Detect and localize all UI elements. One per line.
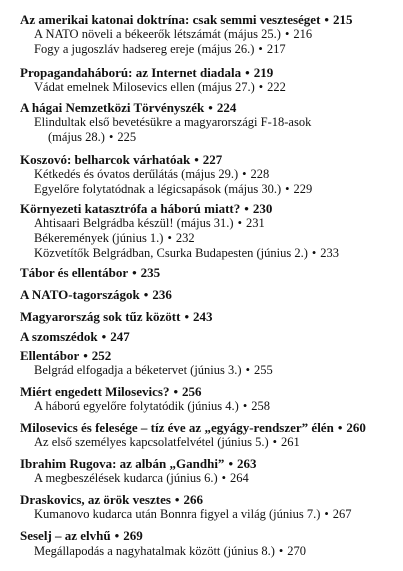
toc-entry [20,329,130,344]
toc-entry [20,265,160,280]
page-number: 266 [183,492,203,507]
entry-title: A hágai Nemzetközi Törvényszék [20,100,205,115]
bullet-separator: • [143,287,149,302]
entry-title: Fogy a jugoszláv hadsereg ereje (május 26.) [34,42,255,56]
page-number: 225 [117,130,137,144]
entry-title: Tábor és ellentábor [20,265,129,280]
entry-title: A NATO növeli a békeerők létszámát (május 25.) [34,27,281,41]
toc-entry [20,287,172,302]
toc-entry [20,456,257,471]
toc-subentry [34,246,339,261]
entry-title: Egyelőre folytatódnak a légicsapások (május 30.) [34,182,282,196]
entry-title: Az amerikai katonai doktrína: csak semmi veszteséget [20,12,321,27]
bullet-separator: • [237,216,242,230]
entry-title: Ahtisaari Belgrádba készül! (május 31.) [34,216,234,230]
page-number: 255 [253,363,273,377]
entry-title: (május 28.) [48,130,105,144]
bullet-separator: • [108,130,114,144]
bullet-separator: • [132,265,137,280]
page-number: 236 [152,287,172,302]
entry-title: Békeremények (június 1.) [34,231,164,245]
page-number: 267 [332,507,352,521]
bullet-separator: • [114,528,120,543]
bullet-separator: • [258,80,264,94]
page-number: 228 [250,167,270,181]
page-number: 252 [91,348,112,363]
toc-entry [20,12,352,27]
page-number: 224 [216,100,237,115]
page-number: 243 [193,309,213,324]
toc-entry [20,100,236,115]
bullet-separator: • [278,544,284,558]
page-number: 256 [182,384,202,399]
page-number: 215 [332,12,353,27]
bullet-separator: • [258,42,263,56]
toc-entry [20,420,366,435]
page-number: 235 [140,265,161,280]
entry-title: Az első személyes kapcsolatfelvétel (június 5.) [34,435,269,449]
toc-subentry [34,27,312,42]
bullet-separator: • [245,363,250,377]
toc-subentry [34,115,311,130]
bullet-separator: • [242,167,247,181]
bullet-separator: • [167,231,172,245]
entry-title: Propagandaháború: az Internet diadala [20,65,242,80]
entry-title: Draskovics, az örök vesztes [20,492,171,507]
toc-entry [20,384,202,399]
entry-title: Kumanovo kudarca után Bonnra figyel a világ (június 7.) [34,507,321,521]
entry-title: Koszovó: belharcok várhatóak [20,152,191,167]
toc-subentry [34,507,352,522]
toc-subentry-continuation [48,130,136,145]
page-number: 270 [287,544,307,558]
entry-title: Ellentábor [20,348,80,363]
bullet-separator: • [285,182,290,196]
entry-title: Belgrád elfogadja a béketervet (június 3.) [34,363,242,377]
toc-subentry [34,231,195,246]
bullet-separator: • [311,246,317,260]
entry-title: Seselj – az elvhű [20,528,111,543]
page-number: 231 [245,216,265,230]
toc-entry [20,528,143,543]
entry-title: A szomszédok [20,329,98,344]
page-number: 264 [230,471,249,485]
entry-title: Környezeti katasztrófa a háború miatt? [20,201,241,216]
toc-entry [20,492,203,507]
page-number: 232 [175,231,195,245]
bullet-separator: • [208,100,213,115]
page-number: 219 [253,65,274,80]
entry-title: Vádat emelnek Milosevics ellen (május 27.) [34,80,255,94]
page-number: 269 [123,528,143,543]
entry-title: Kétkedés és óvatos derűlátás (május 29.) [34,167,239,181]
toc-subentry [34,216,265,231]
entry-title: Ibrahim Rugova: az albán „Gandhi” [20,456,225,471]
page-number: 247 [110,329,130,344]
bullet-separator: • [244,201,249,216]
bullet-separator: • [272,435,278,449]
toc-entry [20,65,273,80]
bullet-separator: • [284,27,290,41]
toc-entry [20,309,213,324]
toc-subentry [34,182,312,197]
bullet-separator: • [245,65,250,80]
entry-title: A megbeszélések kudarca (június 6.) [34,471,218,485]
toc-entry [20,152,222,167]
bullet-separator: • [324,507,329,521]
toc-subentry [34,80,286,95]
bullet-separator: • [83,348,88,363]
page-number: 222 [267,80,286,94]
bullet-separator: • [194,152,199,167]
toc-subentry [34,399,270,414]
bullet-separator: • [173,384,179,399]
toc-subentry [34,363,273,378]
bullet-separator: • [337,420,343,435]
entry-title: A háború egyelőre folytatódik (június 4.) [34,399,239,413]
toc-subentry [34,167,269,182]
entry-title: Miért engedett Milosevics? [20,384,170,399]
entry-title: A NATO-tagországok [20,287,140,302]
entry-title: Magyarország sok tűz között [20,309,181,324]
bullet-separator: • [101,329,107,344]
page-number: 217 [266,42,286,56]
page-number: 260 [346,420,366,435]
page-number: 261 [281,435,300,449]
page-number: 258 [251,399,270,413]
toc-subentry [34,471,249,486]
page-number: 230 [252,201,273,216]
toc-subentry [34,435,300,450]
page-number: 263 [237,456,257,471]
toc-subentry [34,544,306,559]
page-number: 227 [202,152,223,167]
bullet-separator: • [324,12,329,27]
entry-title: Közvetítők Belgrádban, Csurka Budapesten (június 2.) [34,246,308,260]
entry-title: Milosevics és felesége – tíz éve az „egyágy-rendszer” élén [20,420,334,435]
entry-title: Elindultak első bevetésükre a magyarországi F-18-asok [34,115,312,129]
toc-subentry [34,42,286,57]
page-number: 229 [293,182,313,196]
page-number: 216 [293,27,313,41]
bullet-separator: • [184,309,189,324]
bullet-separator: • [221,471,227,485]
bullet-separator: • [174,492,180,507]
bullet-separator: • [242,399,248,413]
toc-entry [20,348,111,363]
bullet-separator: • [228,456,233,471]
toc-entry [20,201,272,216]
page-number: 233 [320,246,340,260]
entry-title: Megállapodás a nagyhatalmak között (június 8.) [34,544,275,558]
